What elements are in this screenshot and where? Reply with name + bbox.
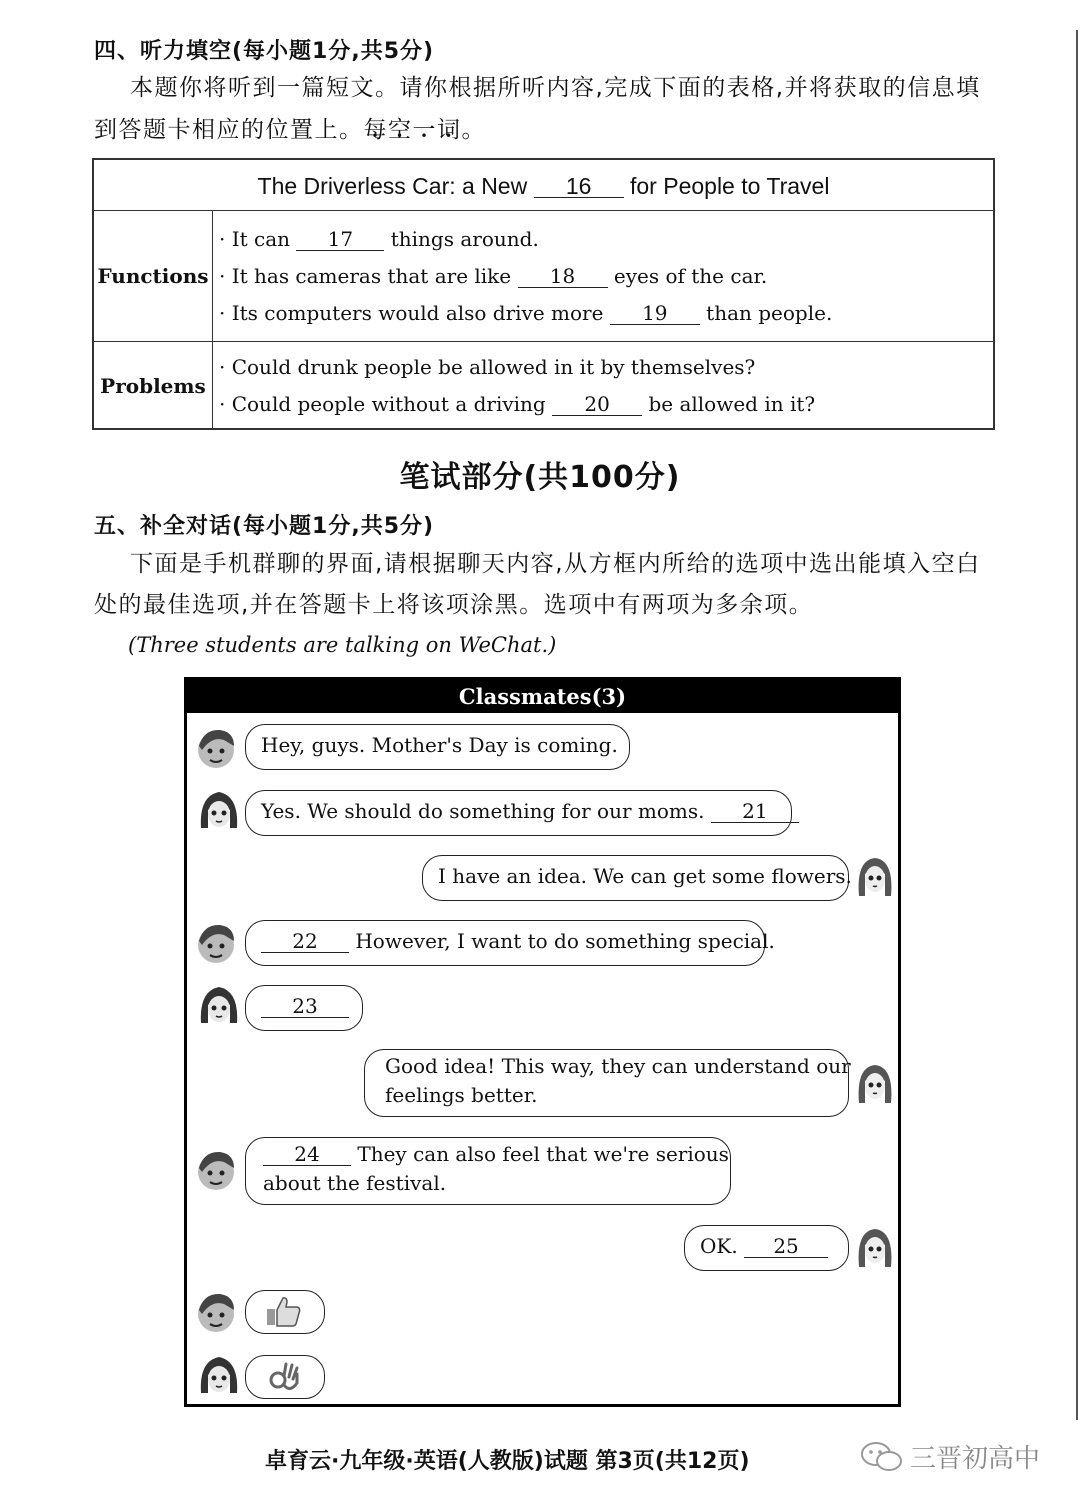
table-title-post: for People to Travel <box>630 173 830 199</box>
wechat-logo-icon <box>860 1440 904 1474</box>
girl2-avatar-icon <box>853 854 897 898</box>
watermark <box>860 1438 1040 1475</box>
blank-22: 22 <box>261 930 349 953</box>
chat-message <box>422 855 852 901</box>
section4-instruction-line2 <box>94 110 486 151</box>
thumbs-up-icon <box>264 1295 304 1329</box>
girl-avatar-icon <box>197 983 241 1027</box>
watermark-text: 三晋初高中 <box>910 1444 1041 1474</box>
chat-message <box>684 1225 849 1271</box>
line-pre: · Its computers would also drive more <box>219 301 604 325</box>
chat-message <box>364 1049 849 1117</box>
section5-instruction-line2: 处的最佳选项,并在答题卡上将该项涂黑。选项中有两项为多余项。 <box>94 592 814 618</box>
problems-lines <box>219 349 815 423</box>
section5-heading: 五、补全对话(每小题1分,共5分) <box>94 514 435 539</box>
message-text: Hey, guys. Mother's Day is coming. <box>261 733 618 757</box>
wechat-window <box>184 677 901 1407</box>
function-line <box>219 295 832 332</box>
girl-avatar-icon <box>197 788 241 832</box>
message-line: about the festival. <box>263 1171 447 1195</box>
blank-23: 23 <box>261 995 349 1018</box>
emphasis-char: 每 <box>363 117 388 143</box>
problems-label: Problems <box>94 341 213 430</box>
line-post: than people. <box>706 301 833 325</box>
message-line: feelings better. <box>385 1083 538 1107</box>
boy-avatar-icon <box>194 1290 238 1334</box>
functions-label: Functions <box>94 210 213 341</box>
section4-heading: 四、听力填空(每小题1分,共5分) <box>94 39 435 64</box>
chat-title: Classmates(3) <box>187 680 898 713</box>
blank-16: 16 <box>534 175 624 198</box>
blank-17: 17 <box>296 228 384 251</box>
message-text: However, I want to do something special. <box>355 929 775 953</box>
girl-avatar-icon <box>197 1353 241 1397</box>
table-title-pre: The Driverless Car: a New <box>257 173 528 199</box>
emphasis-char: 一 <box>412 117 437 143</box>
blank-18: 18 <box>518 265 608 288</box>
section4-instruction-line1: 本题你将听到一篇短文。请你根据所听内容,完成下面的表格,并将获取的信息填 <box>130 75 981 101</box>
function-line <box>219 258 832 295</box>
functions-row <box>94 210 993 342</box>
problem-line <box>219 386 815 423</box>
boy-avatar-icon <box>194 921 238 965</box>
problem-line <box>219 349 815 386</box>
message-text: Yes. We should do something for our moms. <box>261 799 705 823</box>
table-title-row <box>94 160 993 211</box>
boy-avatar-icon <box>194 726 238 770</box>
line-post: things around. <box>390 227 539 251</box>
chat-message <box>245 985 363 1031</box>
function-line <box>219 221 832 258</box>
message-text: OK. <box>700 1234 738 1258</box>
chat-message <box>245 1290 325 1334</box>
blank-19: 19 <box>610 302 700 325</box>
message-text: I have an idea. We can get some flowers. <box>438 864 852 888</box>
line-post: eyes of the car. <box>613 264 768 288</box>
chat-message <box>245 1355 325 1399</box>
listening-table <box>92 158 995 430</box>
girl2-avatar-icon <box>853 1225 897 1269</box>
chat-message <box>245 724 630 770</box>
section5-instruction-line1: 下面是手机群聊的界面,请根据聊天内容,从方框内所给的选项中选出能填入空白 <box>130 551 981 577</box>
line-post: be allowed in it? <box>648 392 816 416</box>
page-footer: 卓育云·九年级·英语(人教版)试题 第3页(共12页) <box>265 1449 750 1474</box>
blank-25: 25 <box>744 1235 828 1258</box>
line-pre: · Could drunk people be allowed in it by themselves? <box>219 355 756 379</box>
message-line: Good idea! This way, they can understand our <box>385 1054 851 1078</box>
chat-message <box>245 790 792 836</box>
blank-21: 21 <box>711 800 799 823</box>
ok-hand-icon <box>264 1360 304 1394</box>
line-pre: · It can <box>219 227 291 251</box>
girl2-avatar-icon <box>853 1061 897 1105</box>
boy-avatar-icon <box>194 1148 238 1192</box>
emphasis-char: 词 <box>437 117 462 143</box>
line-pre: · Could people without a driving <box>219 392 546 416</box>
chat-message <box>245 1137 731 1205</box>
instruction-line2-pre: 到答题卡相应的位置上。 <box>94 117 364 143</box>
functions-lines <box>219 221 832 332</box>
written-section-title: 笔试部分(共100分) <box>399 460 681 495</box>
instruction-line2-post: 。 <box>461 117 486 143</box>
line-pre: · It has cameras that are like <box>219 264 512 288</box>
problems-row <box>94 341 993 430</box>
blank-20: 20 <box>552 393 642 416</box>
message-text: They can also feel that we're serious <box>357 1142 729 1166</box>
chat-message <box>245 920 775 966</box>
blank-24: 24 <box>263 1143 351 1166</box>
message-line <box>263 1140 729 1169</box>
emphasis-char: 空 <box>388 117 413 143</box>
page-edge-line <box>1076 30 1078 1420</box>
scene-note: (Three students are talking on WeChat.) <box>128 633 557 657</box>
